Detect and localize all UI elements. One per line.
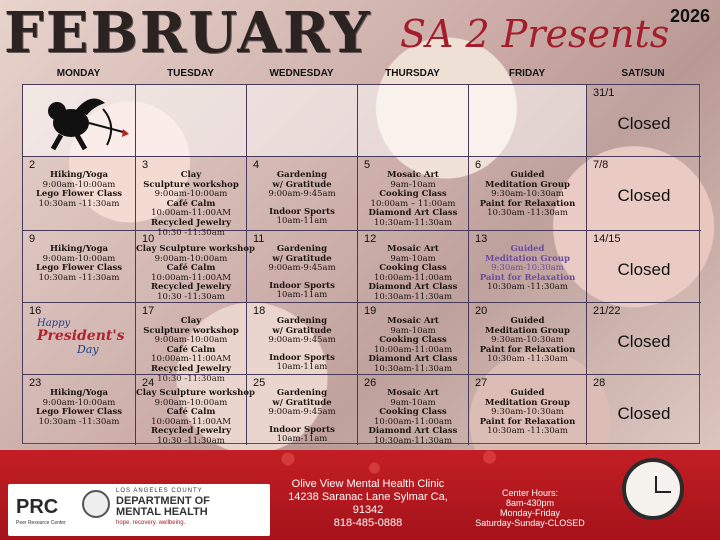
- activity-time: 10:30 -11:30am: [157, 227, 225, 238]
- day-cell: [358, 85, 469, 157]
- day-cell: [23, 375, 136, 445]
- day-number: 12: [364, 233, 377, 245]
- day-cell: [247, 157, 358, 231]
- day-cell: [469, 85, 587, 157]
- prc-logo: PRC: [16, 496, 59, 518]
- activity-name: Diamond Art Class: [368, 426, 458, 437]
- activity-time: 9:00am-10:00am: [154, 335, 228, 346]
- activity-time: 9:30am-10:30am: [491, 263, 564, 274]
- activity-time: 9:00am-9:45am: [268, 189, 336, 200]
- day-cell: [358, 375, 469, 445]
- center-hours-block: [460, 488, 600, 528]
- activity-name: Recycled Jewelry: [150, 217, 232, 228]
- activity-time: 10:00am – 11:00am: [370, 198, 456, 209]
- weekend-cell: [587, 303, 701, 375]
- activity-name: Gardening: [276, 244, 328, 254]
- activity-name: Recycled Jewelry: [150, 282, 232, 293]
- day-cell: [247, 231, 358, 303]
- activity-time: 10:30am -11:30am: [487, 282, 568, 293]
- activity-name: Mosaic Art: [387, 170, 439, 180]
- activity-name: Mosaic Art: [387, 388, 439, 398]
- weekend-cell: [587, 85, 701, 157]
- hours-time: 8am-430pm: [505, 498, 555, 508]
- activity-name: Café Calm: [166, 344, 216, 355]
- activity-time: 9:00am-9:45am: [268, 407, 336, 418]
- day-number: 24: [142, 377, 155, 389]
- activity-time: 9:30am-10:30am: [491, 407, 564, 418]
- weekday-label: SAT/SUN: [621, 68, 665, 79]
- activity-time: 10:30am -11:30am: [38, 198, 120, 209]
- activity-name: Guided: [510, 316, 545, 326]
- day-number: 23: [29, 377, 42, 389]
- dmh-name-line: MENTAL HEALTH: [116, 506, 208, 518]
- activity-name: Café Calm: [166, 407, 216, 418]
- day-cell: [247, 303, 358, 375]
- weekday-label: MONDAY: [56, 68, 101, 79]
- hours-title: Center Hours:: [501, 488, 559, 498]
- activity-time: 9:00am-10:00am: [154, 189, 228, 200]
- activity-name: Gardening: [276, 170, 328, 180]
- activity-name: Guided: [510, 388, 545, 398]
- day-number: 28: [593, 377, 606, 389]
- activity-time: 9am-10am: [390, 179, 436, 190]
- day-cell: [358, 231, 469, 303]
- activity-name: Hiking/Yoga: [49, 244, 109, 254]
- activity-name: Hiking/Yoga: [49, 170, 109, 180]
- dmh-dept-line: DEPARTMENT OF: [116, 495, 210, 507]
- presidents-day-graphic: [37, 317, 125, 356]
- clock-icon: [622, 458, 684, 520]
- day-cell: [136, 157, 247, 238]
- activity-time: 10:30am-11:30am: [373, 363, 453, 374]
- activity-name: Diamond Art Class: [368, 354, 458, 365]
- activity-name: Clay Sculpture workshop: [136, 244, 255, 254]
- clinic-name: Olive View Mental Health Clinic: [291, 478, 445, 490]
- activity-name: Sculpture workshop: [143, 325, 239, 336]
- activity-name: Cooking Class: [379, 335, 447, 346]
- pd-line2: President's: [37, 328, 125, 344]
- activity-name: Recycled Jewelry: [150, 363, 232, 374]
- day-number: 17: [142, 305, 155, 317]
- activity-name: Lego Flower Class: [35, 407, 123, 418]
- activity-time: 10am-11am: [276, 362, 328, 373]
- activity-time: 9am-10am: [390, 325, 436, 336]
- activity-time: 10:00am-11:00AM: [151, 416, 231, 427]
- activity-name: Paint for Relaxation: [479, 272, 576, 283]
- activity-time: 10:00am-11:00am: [373, 416, 453, 427]
- activity-name: Indoor Sports: [269, 280, 335, 291]
- activity-time: 10:00am-11:00AM: [151, 354, 231, 365]
- year-label: 2026: [669, 6, 710, 26]
- activity-time: 9:30am-10:30am: [491, 335, 564, 346]
- day-cell: [247, 85, 358, 157]
- activity-name: Meditation Group: [485, 253, 570, 264]
- weekend-cell: [587, 375, 701, 445]
- day-number: 25: [253, 377, 266, 389]
- activity-name: Clay: [180, 316, 202, 326]
- hours-closed: Saturday-Sunday-CLOSED: [475, 518, 585, 528]
- closed-label: Closed: [617, 332, 671, 351]
- activity-name: Indoor Sports: [269, 424, 335, 435]
- activity-name: Gardening: [276, 388, 328, 398]
- activity-name: Paint for Relaxation: [479, 198, 576, 209]
- activity-time: 10:30 -11:30am: [157, 373, 225, 384]
- clinic-phone: 818-485-0888: [333, 517, 403, 529]
- activity-name: Café Calm: [166, 263, 216, 274]
- activity-time: 10:30 -11:30am: [157, 435, 225, 446]
- day-number: 4: [253, 159, 260, 171]
- activity-name: Meditation Group: [485, 397, 570, 408]
- activity-name: Cooking Class: [379, 407, 447, 418]
- activity-time: 9am-10am: [390, 253, 436, 264]
- day-number: 19: [364, 305, 377, 317]
- weekday-label: WEDNESDAY: [269, 68, 334, 79]
- activity-time: 10:30am -11:30am: [487, 208, 568, 219]
- weekday-label: THURSDAY: [385, 68, 440, 79]
- activity-time: 9:00am-9:45am: [268, 335, 336, 346]
- day-number: 16: [29, 305, 42, 317]
- day-number: 11: [253, 233, 265, 245]
- day-cell: [358, 157, 469, 231]
- day-number: 5: [364, 159, 371, 171]
- activity-time: 10:30 -11:30am: [157, 291, 225, 302]
- activity-time: 10:30am -11:30am: [38, 272, 120, 283]
- day-number: 31/1: [593, 87, 615, 99]
- activity-name: Lego Flower Class: [35, 189, 123, 200]
- day-cell: [136, 375, 255, 446]
- clinic-address-block: [278, 478, 458, 530]
- activity-time: 10am-11am: [276, 290, 328, 301]
- activity-time: 10am-11am: [276, 434, 328, 445]
- weekday-label: TUESDAY: [167, 68, 214, 79]
- day-number: 14/15: [593, 233, 621, 245]
- day-number: 9: [29, 233, 36, 245]
- day-number: 3: [142, 159, 149, 171]
- activity-name: Cooking Class: [379, 189, 447, 200]
- activity-name: Meditation Group: [485, 325, 570, 336]
- dmh-tagline: hope. recovery. wellbeing.: [116, 520, 186, 526]
- activity-time: 10:30am -11:30am: [487, 354, 568, 365]
- activity-time: 9:30am-10:30am: [491, 189, 564, 200]
- day-cell: [358, 303, 469, 375]
- day-number: 7/8: [593, 159, 609, 171]
- calendar-subtitle: SA 2 Presents: [400, 12, 670, 56]
- activity-name: Recycled Jewelry: [150, 426, 232, 437]
- activity-time: 10:30am -11:30am: [38, 416, 120, 427]
- footer-banner: [0, 450, 720, 540]
- dmh-name: [116, 496, 210, 518]
- day-number: 21/22: [593, 305, 621, 317]
- activity-time: 10:30am-11:30am: [373, 291, 453, 302]
- activity-time: 9:00am-10:00am: [42, 179, 116, 190]
- clinic-address: 14238 Saranac Lane Sylmar Ca, 91342: [288, 491, 448, 516]
- closed-label: Closed: [617, 260, 671, 279]
- day-cell: [469, 231, 587, 303]
- pd-line3: Day: [77, 343, 99, 356]
- activity-name: Guided: [510, 244, 545, 254]
- activity-time: 9:00am-10:00am: [42, 397, 116, 408]
- activity-name: Paint for Relaxation: [479, 344, 576, 355]
- day-cell: [469, 375, 587, 445]
- day-number: 20: [475, 305, 488, 317]
- day-cell: [23, 231, 136, 303]
- activity-time: 10:00am-11:00AM: [151, 208, 231, 219]
- day-cell: [247, 375, 358, 445]
- activity-name: Café Calm: [166, 198, 216, 209]
- hours-days: Monday-Friday: [499, 508, 561, 518]
- activity-time: 10:30am-11:30am: [373, 217, 453, 228]
- activity-name: Cooking Class: [379, 263, 447, 274]
- activity-name: Mosaic Art: [387, 316, 439, 326]
- day-number: 13: [475, 233, 488, 245]
- activity-time: 10:00am-11:00am: [373, 272, 453, 283]
- county-seal-icon: [82, 490, 110, 518]
- activity-time: 10:00am-11:00AM: [151, 272, 231, 283]
- activity-name: w/ Gratitude: [272, 179, 332, 190]
- activity-name: Sculpture workshop: [143, 179, 239, 190]
- pd-line1: Happy: [37, 318, 71, 329]
- day-cell: [136, 227, 255, 303]
- activity-name: Mosaic Art: [387, 244, 439, 254]
- prc-subtitle: Peer Resource Center: [16, 520, 66, 526]
- activity-name: Clay: [180, 170, 202, 180]
- day-cell: [23, 85, 136, 157]
- activity-name: Gardening: [276, 316, 328, 326]
- weekday-label: FRIDAY: [508, 68, 546, 79]
- month-title: FEBRUARY: [4, 0, 372, 66]
- activity-name: Meditation Group: [485, 179, 570, 190]
- logo-panel: [8, 484, 270, 536]
- activity-time: 10:30am -11:30am: [487, 426, 568, 437]
- activity-name: Guided: [510, 170, 545, 180]
- day-cell: [23, 303, 136, 375]
- activity-time: 9:00am-10:00am: [154, 397, 228, 408]
- activity-time: 9:00am-9:45am: [268, 263, 336, 274]
- activity-time: 9:00am-10:00am: [42, 253, 116, 264]
- activity-name: Paint for Relaxation: [479, 416, 576, 427]
- day-cell: [469, 303, 587, 375]
- weekend-cell: [587, 157, 701, 231]
- activity-time: 9am-10am: [390, 397, 436, 408]
- day-cell: [469, 157, 587, 231]
- day-number: 10: [142, 233, 155, 245]
- activity-name: Lego Flower Class: [35, 263, 123, 274]
- closed-label: Closed: [617, 186, 671, 205]
- activity-time: 10:00am-11:00am: [373, 344, 453, 355]
- activity-time: 9:00am-10:00am: [154, 253, 228, 264]
- day-number: 27: [475, 377, 488, 389]
- closed-label: Closed: [617, 114, 671, 133]
- activity-name: w/ Gratitude: [272, 253, 332, 264]
- cupid-icon: [31, 89, 131, 159]
- activity-name: Clay Sculpture workshop: [136, 388, 255, 398]
- calendar-grid: [22, 84, 700, 444]
- weekend-cell: [587, 231, 701, 303]
- activity-time: 10:30am-11:30am: [373, 435, 453, 446]
- activity-name: Hiking/Yoga: [49, 388, 109, 398]
- activity-name: w/ Gratitude: [272, 397, 332, 408]
- closed-label: Closed: [617, 404, 671, 423]
- day-number: 26: [364, 377, 377, 389]
- activity-name: Indoor Sports: [269, 352, 335, 363]
- day-cell: [23, 157, 136, 231]
- activity-name: Indoor Sports: [269, 206, 335, 217]
- calendar-header: [0, 0, 720, 70]
- day-number: 6: [475, 159, 482, 171]
- activity-time: 10am-11am: [276, 216, 328, 227]
- day-number: 2: [29, 159, 36, 171]
- activity-name: w/ Gratitude: [272, 325, 332, 336]
- activity-name: Diamond Art Class: [368, 282, 458, 293]
- day-cell: [136, 85, 247, 157]
- activity-name: Diamond Art Class: [368, 208, 458, 219]
- day-number: 18: [253, 305, 266, 317]
- dmh-county: LOS ANGELES COUNTY: [116, 488, 203, 494]
